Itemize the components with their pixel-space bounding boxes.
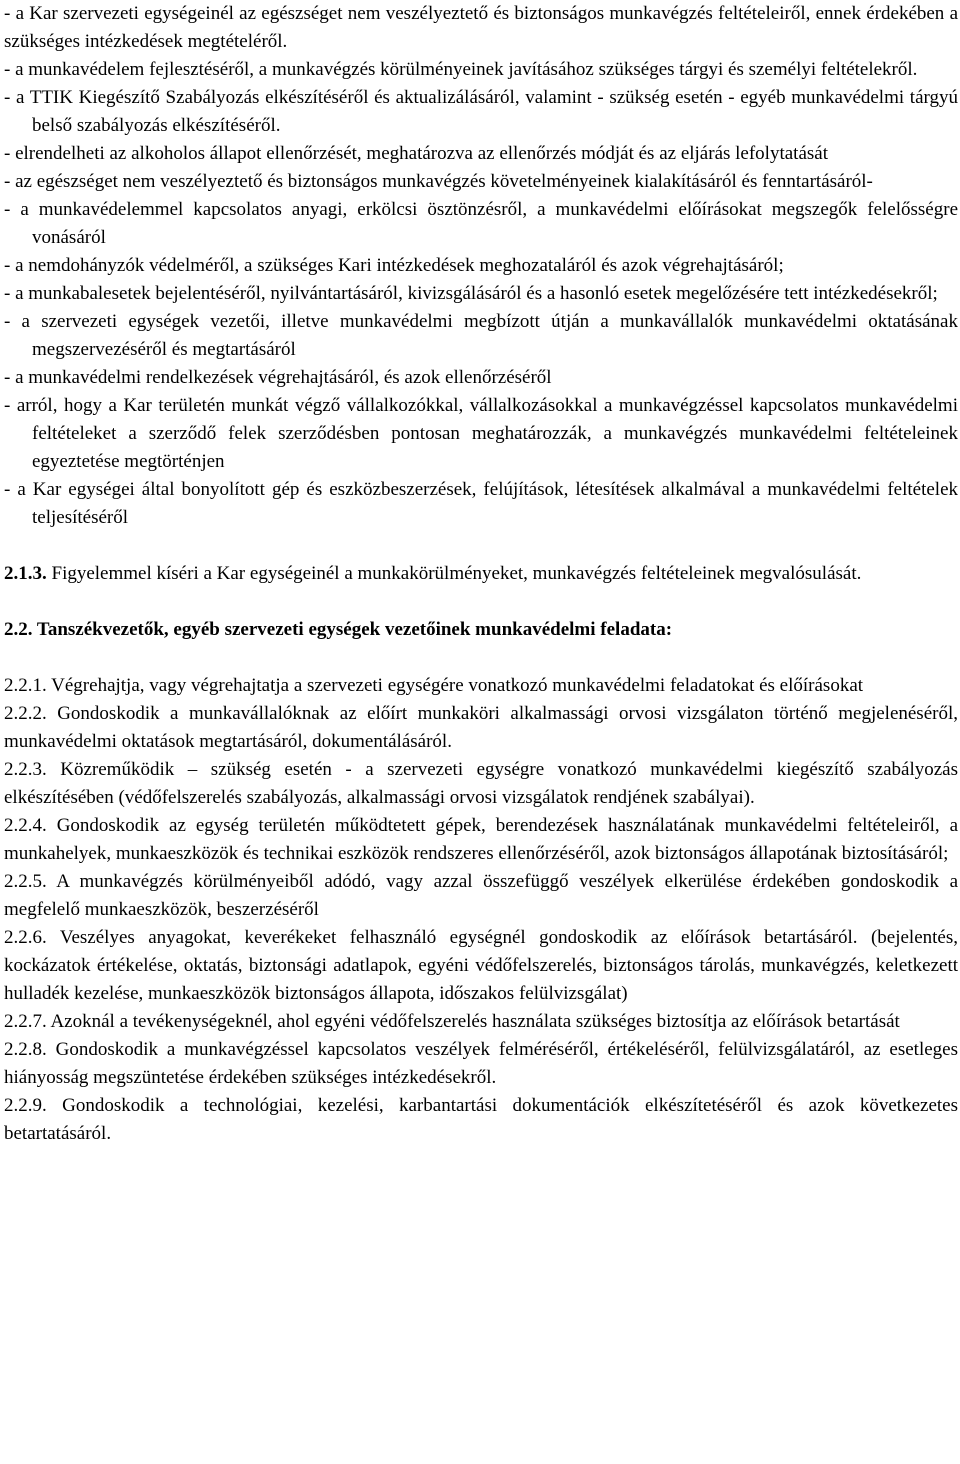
list-item: - a Kar szervezeti egységeinél az egészséget nem veszélyeztető és biztonságos munkavégzés feltételeiről, ennek érdekében a szükséges intézkedések megtételéről. <box>4 3 958 52</box>
section-number: 2.1.3. <box>4 563 47 584</box>
section-title: Tanszékvezetők, egyéb szervezeti egységek vezetőinek munkavédelmi feladata: <box>32 619 673 640</box>
subsection-2-2-2: 2.2.2. Gondoskodik a munkavállalóknak az előírt munkaköri alkalmassági orvosi vizsgálaton történő megjelenéséről, munkavédelmi oktatások megtartásáról, dokumentálásáról. <box>4 703 958 752</box>
list-item: - a munkabalesetek bejelentéséről, nyilvántartásáról, kivizsgálásáról és a hasonló esetek megelőzésére tett intézkedésekről; <box>4 283 938 304</box>
document-page <box>4 0 958 1148</box>
subsection-2-2-4: 2.2.4. Gondoskodik az egység területén működtetett gépek, berendezések használatának munkavédelmi feltételeiről, a munkahelyek, munkaeszközök és technikai eszközök rendszeres ellenőrzéséről, azok biztonságos állapotának biztosításáról; <box>4 815 958 864</box>
spacer <box>4 644 958 672</box>
subsection-2-2-8: 2.2.8. Gondoskodik a munkavégzéssel kapcsolatos veszélyek felméréséről, értékeléséről, felülvizsgálatáról, az esetleges hiányosság megszüntetése érdekében szükséges intézkedésekről. <box>4 1039 958 1088</box>
spacer <box>4 588 958 616</box>
list-item: - a szervezeti egységek vezetői, illetve munkavédelmi megbízott útján a munkavállalók munkavédelmi oktatásának megszervezéséről és megtartásáról <box>4 311 958 360</box>
subsection-2-2-7: 2.2.7. Azoknál a tevékenységeknél, ahol egyéni védőfelszerelés használata szükséges biztosítja az előírások betartását <box>4 1011 900 1032</box>
list-item: - a munkavédelem fejlesztéséről, a munkavégzés körülményeinek javításához szükséges tárgyi és személyi feltételekről. <box>4 59 918 80</box>
subsection-2-2-3: 2.2.3. Közreműködik – szükség esetén - a szervezeti egységre vonatkozó munkavédelmi kiegészítő szabályozás elkészítésében (védőfelszerelés szabályozás, alkalmassági orvosi vizsgálatok rendjének szabályai). <box>4 759 958 808</box>
spacer <box>4 532 958 560</box>
subsection-2-2-9: 2.2.9. Gondoskodik a technológiai, kezelési, karbantartási dokumentációk elkészítetéséről és azok következetes betartatásáról. <box>4 1095 958 1144</box>
subsection-2-2-6: 2.2.6. Veszélyes anyagokat, keverékeket felhasználó egységnél gondoskodik az előírások betartásáról. (bejelentés, kockázatok értékelése, oktatás, biztonsági adatlapok, egyéni védőfelszerelés, biztonságos tárolás, munkavégzés, keletkezett hulladék kezelése, munkaeszközök biztonságos állapota, időszakos felülvizsgálat) <box>4 927 958 1004</box>
section-number: 2.2. <box>4 619 33 640</box>
subsection-2-2-5: 2.2.5. A munkavégzés körülményeiből adódó, vagy azzal összefüggő veszélyek elkerülése érdekében gondoskodik a megfelelő munkaeszközök, beszerzéséről <box>4 871 958 920</box>
list-item: - elrendelheti az alkoholos állapot ellenőrzését, meghatározva az ellenőrzés módját és az eljárás lefolytatását <box>4 143 828 164</box>
list-item: - arról, hogy a Kar területén munkát végző vállalkozókkal, vállalkozásokkal a munkavégzéssel kapcsolatos munkavédelmi feltételeket a szerződő felek szerződésben pontosan meghatározzák, a munkavégzés munkavédelmi feltételeinek egyeztetése megtörténjen <box>4 395 958 472</box>
section-text: Figyelemmel kíséri a Kar egységeinél a munkakörülményeket, munkavégzés feltételeinek megvalósulását. <box>46 563 862 584</box>
section-2-1-3 <box>4 560 958 588</box>
section-2-2-heading <box>4 616 958 644</box>
list-item: - a munkavédelmi rendelkezések végrehajtásáról, és azok ellenőrzéséről <box>4 367 552 388</box>
list-item: - a Kar egységei által bonyolított gép és eszközbeszerzések, felújítások, létesítések alkalmával a munkavédelmi feltételek teljesítéséről <box>4 479 958 528</box>
list-item: - az egészséget nem veszélyeztető és biztonságos munkavégzés követelményeinek kialakításáról és fenntartásáról- <box>4 171 873 192</box>
list-item: - a TTIK Kiegészítő Szabályozás elkészítéséről és aktualizálásáról, valamint - szükség esetén - egyéb munkavédelmi tárgyú belső szabályozás elkészítéséről. <box>4 87 958 136</box>
list-item: - a nemdohányzók védelméről, a szükséges Kari intézkedések meghozataláról és azok végrehajtásáról; <box>4 255 784 276</box>
list-item: - a munkavédelemmel kapcsolatos anyagi, erkölcsi ösztönzésről, a munkavédelmi előírásokat megszegők felelősségre vonásáról <box>4 199 958 248</box>
subsection-2-2-1: 2.2.1. Végrehajtja, vagy végrehajtatja a szervezeti egységére vonatkozó munkavédelmi feladatokat és előírásokat <box>4 675 864 696</box>
